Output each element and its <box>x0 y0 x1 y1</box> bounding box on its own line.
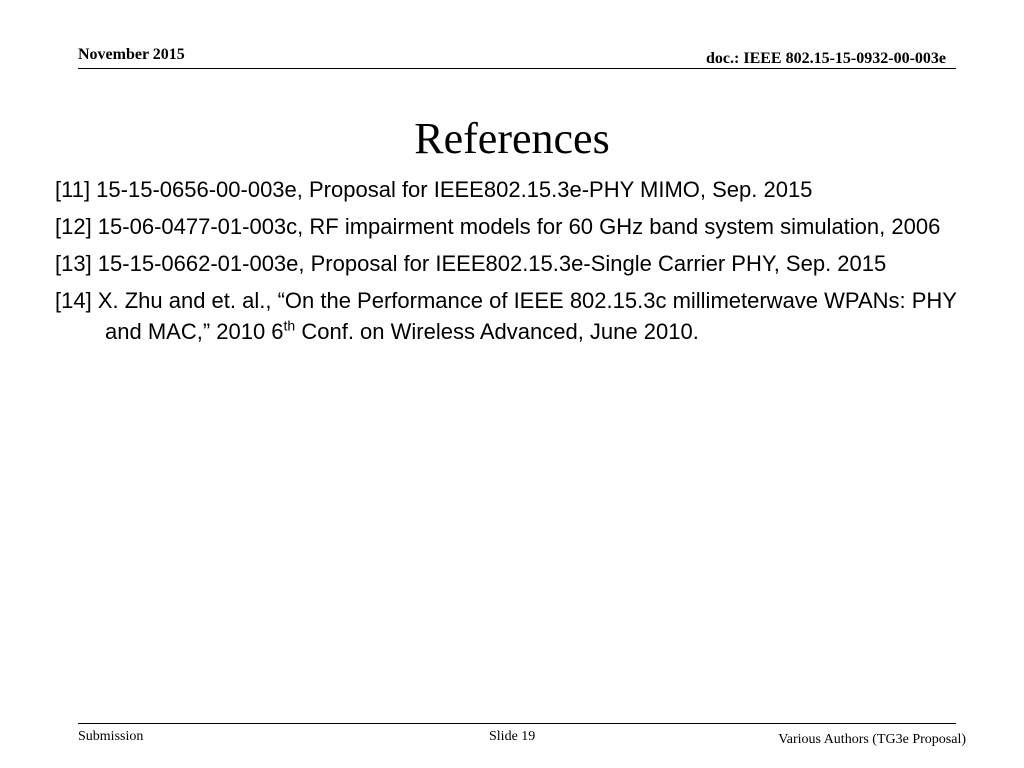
slide-title: References <box>414 114 610 163</box>
reference-text-before: [14] X. Zhu and et. al., “On the Performance of IEEE 802.15.3c millimeterwave WPANs: PHY and MAC,” 2010 6 <box>55 288 957 344</box>
reference-list <box>55 174 985 353</box>
reference-item-13 <box>55 248 985 279</box>
reference-text: [13] 15-15-0662-01-003e, Proposal for IEEE802.15.3e-Single Carrier PHY, Sep. 2015 <box>55 251 887 276</box>
footer-slide-number: Slide 19 <box>489 729 536 744</box>
reference-text-after: Conf. on Wireless Advanced, June 2010. <box>295 319 699 344</box>
footer-authors: Various Authors (TG3e Proposal) <box>778 732 966 747</box>
footer-divider <box>78 723 956 724</box>
header-doc-id: doc.: IEEE 802.15-15-0932-00-003e <box>706 50 946 67</box>
ordinal-superscript: th <box>283 317 296 334</box>
reference-item-14 <box>55 285 985 347</box>
reference-item-11 <box>55 174 985 205</box>
footer-submission: Submission <box>78 729 144 744</box>
header-divider <box>78 68 956 69</box>
reference-text: [11] 15-15-0656-00-003e, Proposal for IEEE802.15.3e-PHY MIMO, Sep. 2015 <box>55 177 813 202</box>
header-date: November 2015 <box>78 46 185 63</box>
reference-item-12 <box>55 211 985 242</box>
reference-text: [12] 15-06-0477-01-003c, RF impairment models for 60 GHz band system simulation, 2006 <box>55 214 941 239</box>
